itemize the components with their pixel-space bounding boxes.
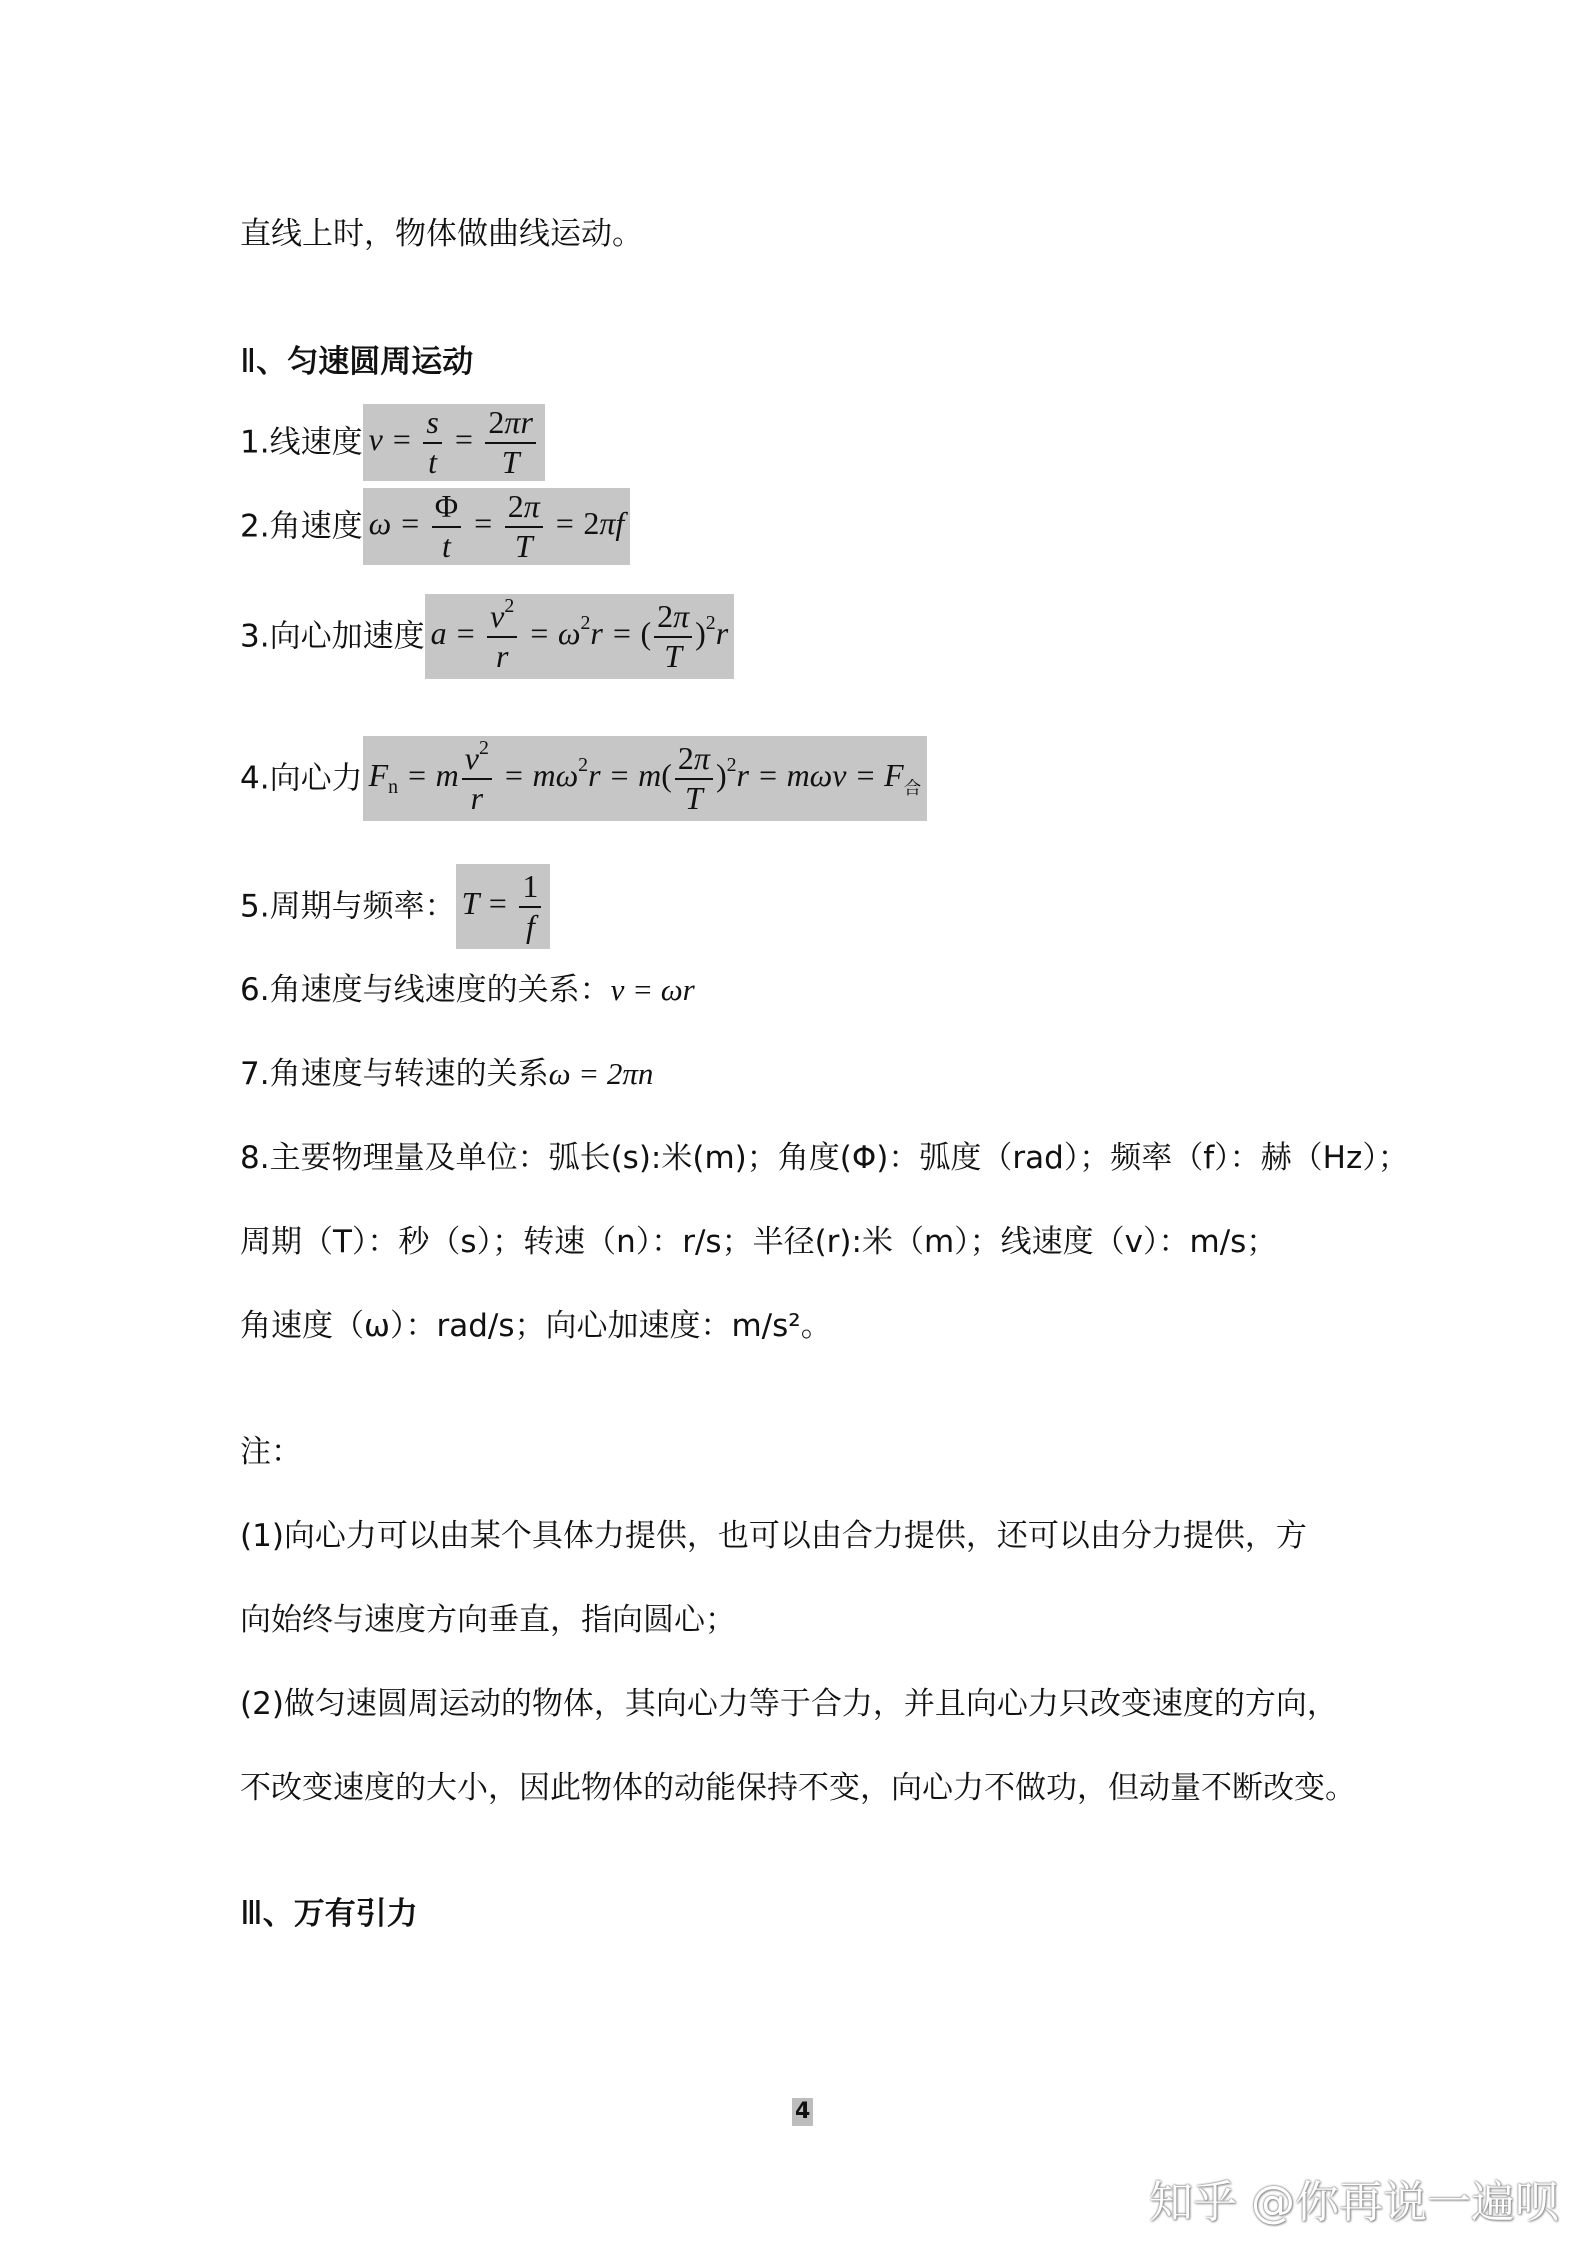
- notes-title: 注：: [240, 1434, 302, 1470]
- watermark: 知乎 @你再说一遍呗: [1149, 2177, 1559, 2228]
- section-title: 、匀速圆周运动: [256, 344, 474, 380]
- formula-centripetal-acceleration: [240, 594, 734, 679]
- relation-label: 7.角速度与转速的关系: [240, 1056, 549, 1092]
- formula-label: 3.向心加速度: [240, 618, 425, 655]
- section-numeral: Ⅱ: [240, 344, 257, 380]
- formula-label: 1.线速度: [240, 424, 363, 461]
- formula-box: $F_n = m$ $\frac{v^2}{r}$ = $m\omega^2r = m$( $\frac{2\pi}{T}$ )$^2r = m\omega v = F_合$: [363, 736, 928, 821]
- units-line-3: 角速度（ω）：rad/s；向心加速度：m/s²。: [240, 1308, 832, 1344]
- formula-centripetal-force: [240, 736, 927, 821]
- relation-formula: ω = 2πn: [548, 1056, 654, 1091]
- units-line-2: 周期（T）：秒（s）；转速（n）：r/s；半径(r):米（m）；线速度（v）：m/s；: [240, 1224, 1278, 1260]
- page-number: 4: [792, 2098, 813, 2126]
- formula-label: 4.向心力: [240, 760, 363, 797]
- formula-box: a = $\frac{v^2}{r}$ = $\omega^2r$ = ( $\frac{2\pi}{T}$ )$^2$r: [425, 594, 735, 679]
- notes-line-1: (1)向心力可以由某个具体力提供，也可以由合力提供，还可以由分力提供，方: [240, 1518, 1307, 1554]
- relation-angular-linear: [240, 968, 695, 1012]
- formula-label: 5.周期与频率：: [240, 888, 456, 925]
- formula-period-frequency: [240, 864, 550, 949]
- formula-label: 2.角速度: [240, 508, 363, 545]
- notes-line-3: (2)做匀速圆周运动的物体，其向心力等于合力，并且向心力只改变速度的方向，: [240, 1686, 1338, 1722]
- intro-line: 直线上时，物体做曲线运动。: [240, 216, 643, 252]
- section-heading-uniform-circular-motion: [240, 340, 473, 384]
- formula-linear-velocity: [240, 404, 545, 481]
- notes-line-2: 向始终与速度方向垂直，指向圆心；: [240, 1602, 736, 1638]
- formula-box: T = $\frac{1}{f}$: [456, 864, 551, 949]
- relation-formula: v = ωr: [610, 972, 695, 1007]
- units-line-1: 8.主要物理量及单位：弧长(s):米(m)；角度(Φ)：弧度（rad）；频率（f）：赫（Hz）；: [240, 1140, 1409, 1176]
- section-title: 、万有引力: [262, 1896, 418, 1932]
- section-numeral: Ⅲ: [240, 1896, 263, 1932]
- relation-angular-rotation: [240, 1052, 653, 1096]
- formula-angular-velocity: [240, 488, 630, 565]
- section-heading-universal-gravitation: [240, 1892, 418, 1936]
- formula-box: v = $\frac{s}{t}$ = $\frac{2\pi r}{T}$: [363, 404, 545, 481]
- notes-line-4: 不改变速度的大小，因此物体的动能保持不变，向心力不做功，但动量不断改变。: [240, 1770, 1356, 1806]
- relation-label: 6.角速度与线速度的关系：: [240, 972, 611, 1008]
- formula-box: ω = $\frac{\Phi}{t}$ = $\frac{2\pi}{T}$ = 2πf: [363, 488, 631, 565]
